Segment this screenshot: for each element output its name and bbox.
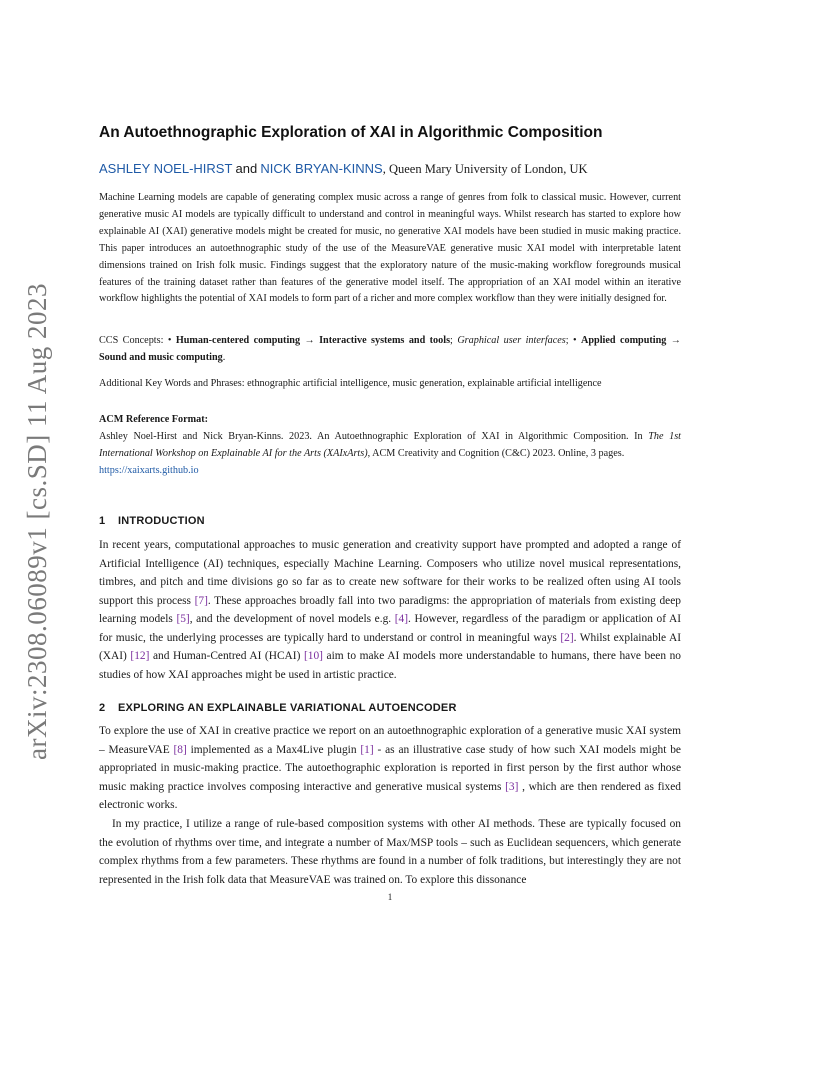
citation-link[interactable]: [1] [360,743,374,756]
ccs-concept-2: Graphical user interfaces [457,335,566,346]
acm-reference-text [99,429,681,480]
author-conjunction: and [235,161,258,176]
ccs-concept-1: Human-centered computing → Interactive systems and tools [175,335,451,346]
text-run: , and the development of novel models e.g. [189,613,395,625]
citation-link[interactable]: [5] [176,613,190,625]
text-run: . Whilst explainable AI (XAI) [99,631,681,662]
acm-reference-heading: ACM Reference Format: [99,414,208,425]
citation-link[interactable]: [3] [505,780,519,793]
text-run: implemented as a Max4Live plugin [186,743,361,756]
section-number: 2 [99,702,106,714]
citation-link[interactable]: [4] [394,613,409,625]
acm-citation-tail: , ACM Creativity and Cognition (C&C) 2023. Online, 3 pages. [367,447,625,459]
author-affiliation: , Queen Mary University of London, UK [382,162,588,176]
section-heading-exploring-vae [99,702,457,714]
ccs-label: CCS Concepts: • [99,335,176,346]
author-name-2[interactable]: NICK BRYAN-KINNS [260,161,383,176]
abstract: Machine Learning models are capable of generating complex music across a range of genres from folk to classical music. However, current generative music AI models are typically difficult to understand and control in meaningful ways. Whilst research has started to explore how explainable AI (XAI) generative models might be created for music, no generative XAI models have been studied in music making practice. This paper introduces an autoethnographic study of the use of the MeasureVAE generative music XAI model with interpretable latent dimensions trained on Irish folk music. Findings suggest that the exploratory nature of the music-making workflow foregrounds musical features of the training dataset rather than features of the generative model itself. The appropriation of an XAI model within an iterative workflow highlights the potential of XAI models to form part of a richer and more complex workflow than they were initially designed for. [99,192,681,305]
citation-link[interactable]: [8] [173,743,187,756]
acm-venue: The 1st International Workshop on Explainable AI for the Arts (XAIxArts) [99,431,682,459]
text-run: . However, regardless of the paradigm or application of AI for music, the underlying processes are typically hard to understand or control in meaningful ways [99,613,681,644]
paper-title: An Autoethnographic Exploration of XAI in Algorithmic Composition [99,124,603,141]
ccs-end: . [222,351,226,363]
author-line [99,161,699,177]
text-run: aim to make AI models more understandable to humans, there have been no studies of how XAI approaches might be used in artistic practice. [99,650,682,681]
section-number: 1 [99,515,106,527]
section-title: EXPLORING AN EXPLAINABLE VARIATIONAL AUTOENCODER [118,702,457,714]
author-name-1[interactable]: ASHLEY NOEL-HIRST [99,161,233,176]
acm-citation-text: Ashley Noel-Hirst and Nick Bryan-Kinns. 2023. An Autoethnographic Exploration of XAI in Algorithmic Composition. In [99,431,649,442]
section-heading-introduction [99,515,205,527]
citation-link[interactable]: [12] [130,650,150,662]
text-run: . These approaches broadly fall into two paradigms: the appropriation of materials from existing deep learning models [99,594,681,625]
ccs-concepts [99,333,681,367]
ccs-separator: ; • [565,335,581,346]
acm-url-link[interactable]: https://xaixarts.github.io [99,464,199,476]
text-run: - as an illustrative case study of how such XAI models might be appropriated in music-making practice. The autoethographic exploration is reported in first person by the first author whose music making practice involves composing interactive and generative musical systems [99,743,681,793]
ccs-separator: ; [450,335,458,346]
section-title: INTRODUCTION [118,515,205,527]
text-run: , which are then rendered as fixed electronic works. [99,780,681,811]
text-run: In recent years, computational approaches to music generation and creativity support have prompted and adopted a range of Artificial Intelligence (AI) techniques, especially Machine Learning. Composers who utilize novel musical representations, timbres, and pitch and time divisions go so far as to create new software for their works to be realized often using AI tools support this process [99,539,681,607]
section2-paragraph-1 [99,722,681,815]
text-run: To explore the use of XAI in creative practice we report on an autoethnographic exploration of a generative music XAI system – MeasureVAE [99,725,681,756]
citation-link[interactable]: [7] [194,594,208,607]
page-number: 1 [387,892,393,902]
citation-link[interactable]: [10] [303,650,323,662]
citation-link[interactable]: [2] [560,631,574,644]
introduction-paragraph [99,536,681,684]
section2-paragraph-2: In my practice, I utilize a range of rule-based composition systems with other AI methods. These are typically focused on the evolution of rhythms over time, and integrate a number of Max/MSP tools – such as Euclidean sequencers, which generate complex rhythms from a few parameters. These rhythms are found in a number of folk traditions, but interestingly they are not represented in the Irish folk data that MeasureVAE was trained on. To explore this dissonance [99,818,681,886]
text-run: and Human-Centred AI (HCAI) [149,650,304,662]
additional-keywords: Additional Key Words and Phrases: ethnographic artificial intelligence, music generation, explainable artificial intelligence [99,378,602,389]
arxiv-identifier-stamp: arXiv:2308.06089v1 [cs.SD] 11 Aug 2023 [22,283,52,760]
ccs-concept-3: Applied computing → Sound and music computing [99,335,681,363]
